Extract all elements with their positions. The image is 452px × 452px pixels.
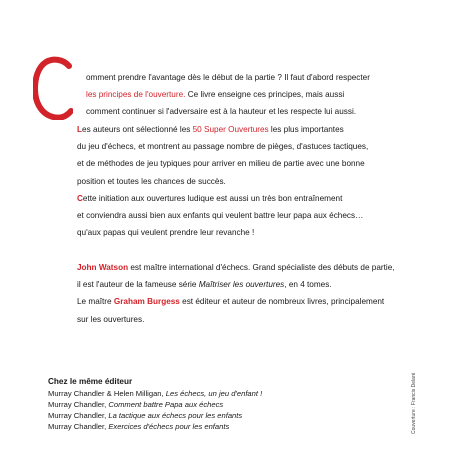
cover-credit: Couverture : Francis Delaré xyxy=(411,372,417,434)
authors-paragraph: John Watson est maître international d'échecs. Grand spécialiste des débuts de partie, il est l'auteur de la fameuse série Maîtriser les ouvertures, en 4 tomes. Le maître Graham Burgess est éditeur et auteur de nombreux livres, principalement sur les ouvertures. xyxy=(77,263,395,324)
selection-paragraph: Les auteurs ont sélectionné les 50 Super Ouvertures les plus importantes du jeu d'échecs, et montrent au passage nombre de pièges, d'astuces tactiques, et de méthodes de jeu typiques pour arriver en milieu de partie avec une bonne position et toutes les chances de succès. xyxy=(77,125,369,186)
dropcap-c xyxy=(33,56,73,120)
highlight-50-openings: 50 Super Ouvertures xyxy=(192,125,269,134)
intro-paragraph xyxy=(86,69,370,121)
intro-line-2: les principes de l'ouverture. Ce livre enseigne ces principes, mais aussi xyxy=(86,90,345,100)
initiation-paragraph: Cette initiation aux ouvertures ludique est aussi un très bon entraînement et conviendra aussi bien aux enfants qui veulent battre leur papa aux échecs… qu'aux papas qui veulent prendre leur revanche ! xyxy=(77,194,364,238)
book-item: Murray Chandler, Comment battre Papa aux échecs xyxy=(48,400,224,409)
intro-line-1: omment prendre l'avantage dès le début de la partie ? Il faut d'abord respecter xyxy=(86,73,370,82)
intro-line-3: comment continuer si l'adversaire est à la hauteur et les respecte lui aussi. xyxy=(86,107,357,117)
book-item: Murray Chandler, Exercices d'échecs pour les enfants xyxy=(48,422,230,431)
publisher-book-list xyxy=(48,388,262,432)
highlight-principles: les principes de l'ouverture. xyxy=(86,90,186,100)
book-item: Murray Chandler & Helen Milligan, Les échecs, un jeu d'enfant ! xyxy=(48,389,263,398)
initial-l: L xyxy=(77,125,83,134)
initial-c: C xyxy=(77,194,83,203)
author-graham-burgess: Graham Burgess xyxy=(113,297,180,307)
book-item: Murray Chandler, La tactique aux échecs pour les enfants xyxy=(48,411,243,420)
series-title: Maîtriser les ouvertures xyxy=(198,280,285,290)
author-john-watson: John Watson xyxy=(77,263,129,272)
publisher-heading: Chez le même éditeur xyxy=(48,377,133,386)
